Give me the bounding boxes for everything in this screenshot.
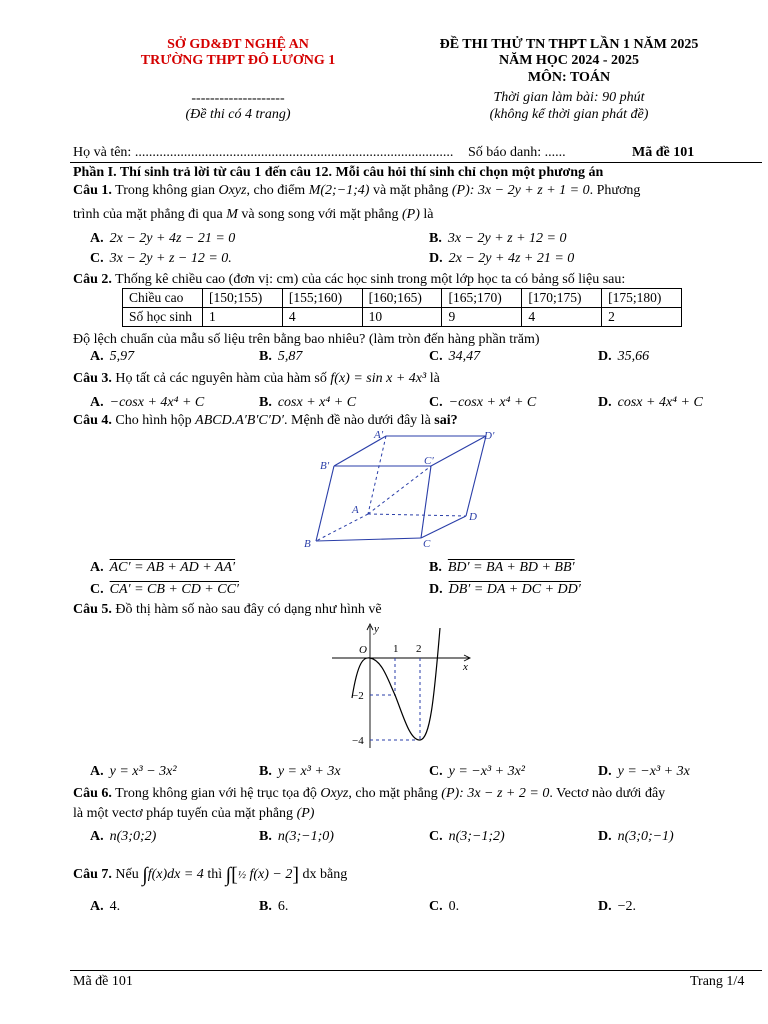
- table-cell: [165;170): [442, 289, 522, 308]
- school-year: NĂM HỌC 2024 - 2025: [499, 53, 639, 68]
- origin-label: O: [359, 644, 367, 656]
- question-number: Câu 4.: [73, 413, 112, 428]
- option-a[interactable]: [90, 764, 177, 780]
- integral-sign: ∫: [142, 864, 148, 886]
- table-row: [123, 308, 682, 327]
- student-name-field: Họ và tên: ...........................................................................................: [73, 145, 454, 160]
- option-text: y = x³ + 3x: [277, 764, 341, 779]
- table-cell: [175;180): [602, 289, 682, 308]
- school-department: SỞ GD&ĐT NGHỆ AN: [167, 37, 309, 52]
- integral-sign: ∫: [225, 864, 232, 886]
- option-text: 6.: [277, 899, 289, 914]
- option-letter: B.: [259, 395, 272, 410]
- option-letter: D.: [429, 582, 443, 597]
- question-text: là: [423, 207, 434, 222]
- option-text: n(3;−1;0): [277, 829, 334, 844]
- vertex-label: B′: [320, 460, 330, 472]
- table-cell: Số học sinh: [123, 308, 203, 327]
- table-cell: [150;155): [203, 289, 283, 308]
- bracket-open: [: [231, 864, 238, 886]
- table-cell: [160;165): [362, 289, 442, 308]
- question-text: Đồ thị hàm số nào sau đây có dạng như hình vẽ: [115, 602, 382, 617]
- option-d[interactable]: [598, 829, 674, 845]
- option-letter: B.: [259, 764, 272, 779]
- option-text: −cosx + 4x⁴ + C: [109, 395, 205, 410]
- option-c[interactable]: [429, 764, 525, 780]
- edge-cc1: [421, 466, 431, 538]
- option-d[interactable]: [429, 251, 574, 267]
- option-text: y = −x³ + 3x: [617, 764, 690, 779]
- footer-exam-code: Mã đề 101: [73, 974, 133, 989]
- math-expr: M(2;−1;4): [308, 183, 370, 198]
- option-text: 2x − 2y + 4z − 21 = 0: [109, 231, 236, 246]
- option-b[interactable]: [259, 829, 334, 845]
- page-number: Trang 1/4: [690, 974, 745, 989]
- question-number: Câu 6.: [73, 786, 112, 801]
- option-letter: A.: [90, 349, 104, 364]
- edge-cd: [421, 516, 466, 538]
- edge-dd1: [466, 436, 486, 516]
- option-letter: A.: [90, 764, 104, 779]
- option-text: y = −x³ + 3x²: [448, 764, 526, 779]
- option-text: cosx + x⁴ + C: [277, 395, 357, 410]
- edge-bb1: [316, 466, 334, 541]
- header-dashes: --------------------: [191, 91, 285, 106]
- math-expr: (P): [296, 806, 315, 821]
- question-6: [73, 786, 665, 802]
- question-number: Câu 1.: [73, 183, 112, 198]
- table-cell: 4: [282, 308, 362, 327]
- table-cell: Chiều cao: [123, 289, 203, 308]
- option-text: n(3;−1;2): [448, 829, 505, 844]
- question-7: [73, 864, 347, 887]
- vertex-label: A′: [374, 429, 384, 441]
- option-text: 4.: [109, 899, 121, 914]
- question-text: Họ tất cả các nguyên hàm của hàm số: [115, 371, 327, 386]
- option-letter: D.: [598, 899, 612, 914]
- tick-label: −4: [352, 735, 364, 747]
- option-c[interactable]: [429, 349, 480, 365]
- option-text: n(3;0;−1): [617, 829, 674, 844]
- option-b[interactable]: [259, 899, 288, 915]
- option-d[interactable]: [429, 582, 581, 598]
- option-text: AC′ = AB + AD + AA′: [109, 560, 236, 575]
- table-cell: 4: [522, 308, 602, 327]
- edge-c1d1: [431, 436, 486, 466]
- option-c[interactable]: [429, 395, 536, 411]
- part1-instruction: Phần I. Thí sinh trả lời từ câu 1 đến câu 12. Mỗi câu hỏi thí sinh chỉ chọn một phương án: [73, 165, 604, 180]
- vertex-label: C′: [424, 455, 434, 467]
- option-a[interactable]: [90, 560, 235, 576]
- table-cell: [170;175): [522, 289, 602, 308]
- fraction-half: ½: [237, 869, 246, 881]
- option-letter: D.: [598, 829, 612, 844]
- math-expr: Oxyz: [320, 786, 349, 801]
- option-b[interactable]: [429, 231, 567, 247]
- math-expr: f(x)dx = 4: [147, 867, 204, 882]
- option-letter: A.: [90, 560, 104, 575]
- math-expr: (P): 3x − 2y + z + 1 = 0: [451, 183, 590, 198]
- subject: MÔN: TOÁN: [527, 70, 611, 85]
- option-letter: A.: [90, 899, 104, 914]
- question-1-line2: [73, 207, 433, 223]
- option-letter: B.: [429, 231, 442, 246]
- option-c[interactable]: [429, 899, 459, 915]
- option-letter: B.: [259, 349, 272, 364]
- option-a[interactable]: [90, 395, 204, 411]
- question-6-line2: [73, 806, 314, 822]
- exam-title: ĐỀ THI THỬ TN THPT LẦN 1 NĂM 2025: [439, 37, 699, 52]
- question-text: Trong không gian với hệ trục tọa độ: [115, 786, 317, 801]
- student-id-field: Số báo danh: ......: [468, 145, 566, 160]
- footer-divider: [70, 970, 762, 971]
- option-a[interactable]: [90, 829, 156, 845]
- option-letter: D.: [429, 251, 443, 266]
- question-text: Cho hình hộp: [115, 413, 192, 428]
- option-letter: C.: [90, 582, 104, 597]
- option-b[interactable]: [259, 349, 302, 365]
- question-text: Trong không gian: [115, 183, 215, 198]
- question-text: trình của mặt phẳng đi qua: [73, 207, 223, 222]
- edge-ab: [316, 514, 368, 541]
- tick-label: 1: [393, 643, 399, 655]
- option-letter: A.: [90, 231, 104, 246]
- option-d[interactable]: [598, 349, 649, 365]
- edge-ad: [368, 514, 466, 516]
- option-text: 5,97: [109, 349, 135, 364]
- table-cell: 1: [203, 308, 283, 327]
- table-cell: [155;160): [282, 289, 362, 308]
- math-expr: ABCD.A′B′C′D′: [195, 413, 284, 428]
- option-letter: D.: [598, 764, 612, 779]
- option-letter: C.: [90, 251, 104, 266]
- option-text: n(3;0;2): [109, 829, 157, 844]
- tick-label: 2: [416, 643, 422, 655]
- option-letter: A.: [90, 829, 104, 844]
- question-text: . Mệnh đề nào dưới đây là: [284, 413, 431, 428]
- question-text: Thống kê chiều cao (đơn vị: cm) của các học sinh trong một lớp học ta có bảng số liệu sau:: [115, 272, 626, 287]
- emphasis-text: sai?: [434, 413, 458, 428]
- option-a[interactable]: [90, 349, 134, 365]
- bracket-close: ]: [292, 864, 300, 886]
- option-letter: C.: [429, 395, 443, 410]
- question-number: Câu 2.: [73, 272, 112, 287]
- vertex-label: D: [469, 511, 477, 523]
- option-text: 2x − 2y + 4z + 21 = 0: [448, 251, 575, 266]
- option-text: 34,47: [448, 349, 481, 364]
- option-text: CA′ = CB + CD + CC′: [109, 582, 239, 597]
- option-text: 5,87: [277, 349, 303, 364]
- option-letter: B.: [429, 560, 442, 575]
- table-cell: 9: [442, 308, 522, 327]
- option-a[interactable]: [90, 231, 235, 247]
- option-text: −cosx + x⁴ + C: [448, 395, 537, 410]
- parallelepiped-figure: [296, 426, 506, 552]
- option-text: 3x − 2y + z + 12 = 0: [447, 231, 567, 246]
- option-letter: A.: [90, 395, 104, 410]
- school-name: TRƯỜNG THPT ĐÔ LƯƠNG 1: [140, 53, 336, 68]
- option-d[interactable]: [598, 764, 690, 780]
- question-3: [73, 371, 440, 387]
- question-2: [73, 272, 625, 288]
- math-expr: Oxyz: [218, 183, 247, 198]
- option-d[interactable]: [598, 899, 636, 915]
- option-letter: C.: [429, 349, 443, 364]
- question-1: [73, 183, 640, 199]
- option-b[interactable]: [429, 560, 575, 576]
- vertex-label: A: [352, 504, 359, 516]
- time-limit: Thời gian làm bài: 90 phút: [493, 90, 645, 105]
- math-expr: (P): 3x − z + 2 = 0: [441, 786, 550, 801]
- option-b[interactable]: [259, 395, 356, 411]
- vertex-label: B: [304, 538, 311, 550]
- vertex-label: C: [423, 538, 431, 550]
- option-text: −2.: [617, 899, 637, 914]
- option-letter: B.: [259, 829, 272, 844]
- question-text: , cho điểm: [246, 183, 306, 198]
- question-5: [73, 602, 382, 618]
- option-text: 35,66: [617, 349, 650, 364]
- option-c[interactable]: [90, 582, 239, 598]
- question-2-ask: Độ lệch chuẩn của mẫu số liệu trên bằng bao nhiêu? (làm tròn đến hàng phần trăm): [73, 332, 540, 347]
- question-text: . Phương: [589, 183, 641, 198]
- option-d[interactable]: [598, 395, 703, 411]
- page-count-note: (Đề thi có 4 trang): [185, 107, 291, 122]
- edge-bc: [316, 538, 421, 541]
- question-text: thì: [207, 867, 223, 882]
- question-text: là một vectơ pháp tuyến của mặt phẳng: [73, 806, 294, 821]
- question-number: Câu 5.: [73, 602, 112, 617]
- option-letter: C.: [429, 899, 443, 914]
- math-expr: M: [226, 207, 238, 222]
- option-text: y = x³ − 3x²: [109, 764, 177, 779]
- table-cell: 10: [362, 308, 442, 327]
- table-cell: 2: [602, 308, 682, 327]
- x-axis-label: x: [463, 661, 468, 673]
- time-note: (không kể thời gian phát đề): [489, 107, 649, 122]
- exam-code: Mã đề 101: [632, 145, 695, 160]
- option-text: 0.: [448, 899, 460, 914]
- option-c[interactable]: [429, 829, 505, 845]
- question-text: . Vectơ nào dưới đây: [549, 786, 666, 801]
- math-expr: (P): [401, 207, 420, 222]
- option-a[interactable]: [90, 899, 120, 915]
- question-number: Câu 3.: [73, 371, 112, 386]
- tick-label: −2: [352, 690, 364, 702]
- option-letter: C.: [429, 829, 443, 844]
- option-letter: C.: [429, 764, 443, 779]
- table-row: [123, 289, 682, 308]
- y-axis-label: y: [374, 623, 379, 635]
- cubic-graph: [330, 620, 478, 752]
- vertex-label: D′: [484, 430, 495, 442]
- option-c[interactable]: [90, 251, 232, 267]
- question-text: , cho mặt phẳng: [348, 786, 438, 801]
- question-number: Câu 7.: [73, 867, 112, 882]
- option-letter: D.: [598, 395, 612, 410]
- question-text: là: [429, 371, 440, 386]
- option-text: cosx + 4x⁴ + C: [617, 395, 703, 410]
- question-text: dx bằng: [302, 867, 348, 882]
- question-text: Nếu: [115, 867, 139, 882]
- option-letter: D.: [598, 349, 612, 364]
- option-b[interactable]: [259, 764, 341, 780]
- math-expr: f(x) = sin x + 4x³: [330, 371, 427, 386]
- frequency-table: [122, 288, 682, 327]
- header-divider: [70, 162, 762, 163]
- question-text: và song song với mặt phẳng: [241, 207, 399, 222]
- math-expr: f(x) − 2: [249, 867, 293, 882]
- option-text: DB′ = DA + DC + DD′: [448, 582, 581, 597]
- question-text: và mặt phẳng: [372, 183, 449, 198]
- option-text: BD′ = BA + BD + BB′: [447, 560, 575, 575]
- option-text: 3x − 2y + z − 12 = 0.: [109, 251, 232, 266]
- option-letter: B.: [259, 899, 272, 914]
